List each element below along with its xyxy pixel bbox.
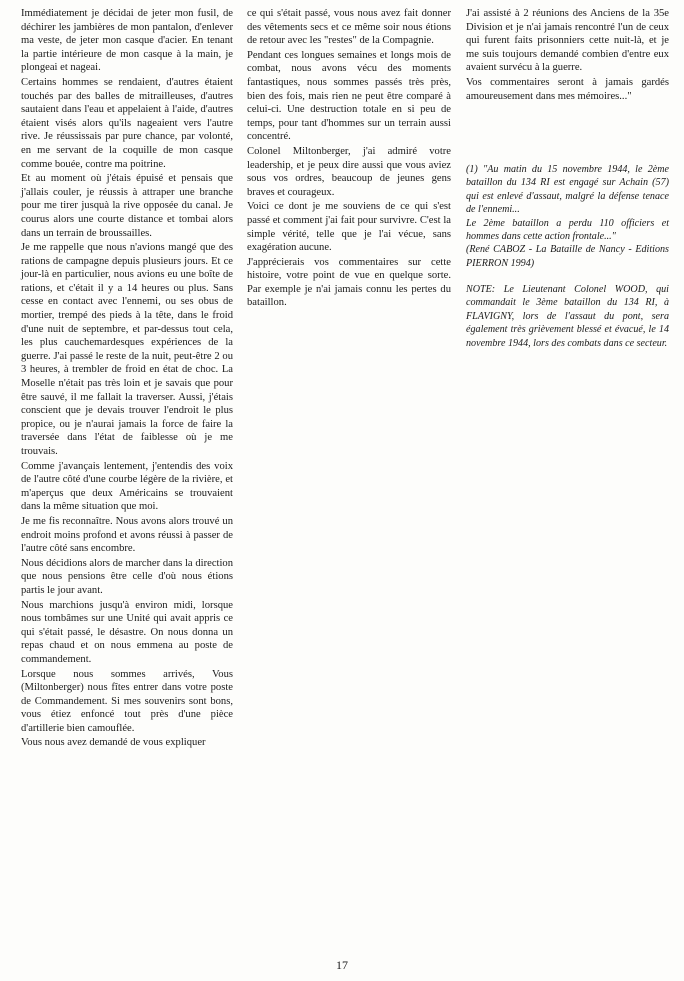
paragraph: Colonel Miltonberger, j'ai admiré votre leadership, et je peux dire aussi que vous aviez sous vos ordres, beaucoup de jeunes gens braves et courageux. bbox=[247, 145, 451, 198]
paragraph: Nous décidions alors de marcher dans la direction que nous pensions être celle d'où nous étions partis le jour avant. bbox=[21, 557, 233, 596]
footnote-line: Le 2ème bataillon a perdu 110 officiers et hommes dans cette action frontale..." bbox=[466, 217, 669, 243]
footnote-source: (René CABOZ - La Bataille de Nancy - Editions PIERRON 1994) bbox=[466, 244, 669, 269]
paragraph: J'ai assisté à 2 réunions des Anciens de la 35e Division et je n'ai jamais rencontré l'un de ceux qui furent faits prisonniers cette nuit-là, et je me suis toujours demandé combien d'entre eux avaient survécu à la guerre. bbox=[466, 8, 669, 74]
paragraph: Voici ce dont je me souviens de ce qui s'est passé et comment j'ai fait pour survivre. C'est la simple vérité, telle que je l'ai vécue, sans exagération aucune. bbox=[247, 201, 451, 254]
paragraph: Nous marchions jusqu'à environ midi, lorsque nous tombâmes sur une Unité qui avait appris ce qui s'était passé, le désastre. On nous donna un repas chaud et on nous emmena au poste de commandement. bbox=[21, 599, 233, 665]
page-number: 17 bbox=[336, 958, 348, 972]
paragraph: Vos commentaires seront à jamais gardés amoureusement dans mes mémoires..." bbox=[466, 76, 669, 102]
paragraph: Pendant ces longues semaines et longs mois de combat, nous avons vécu des moments fantastiques, nous sommes passés très près, bien des fois, mais rien ne peut être comparé à celui-ci. Une destruction totale en si peu de temps, pour tant d'hommes sur un terrain aussi concentré. bbox=[247, 49, 451, 143]
paragraph: ce qui s'était passé, vous nous avez fait donner des vêtements secs et ce même soir nous étions de retour avec les "restes" de la Compagnie. bbox=[247, 8, 451, 47]
footnote-citation bbox=[466, 163, 669, 270]
footnote-note bbox=[466, 283, 669, 350]
paragraph: Certains hommes se rendaient, d'autres étaient touchés par des balles de mitrailleuses, d'autres sautaient dans l'eau et appelaient à l'aide, d'autres étaient visés alors qu'ils nageaient vers l'autre rive. Je réussissais par pure chance, par volonté, en me servant de la coquille de mon casque comme bouée, contre ma poitrine. bbox=[21, 76, 233, 170]
footnote-line: (1) "Au matin du 15 novembre 1944, le 2ème bataillon du 134 RI est engagé sur Achain (57) qui est enlevé d'assaut, malgré la défense tenace de l'ennemi... bbox=[466, 164, 669, 216]
paragraph: Je me fis reconnaître. Nous avons alors trouvé un endroit moins profond et avons réussi à passer de l'autre côté sans encombre. bbox=[21, 515, 233, 555]
paragraph: Immédiatement je décidai de jeter mon fusil, de déchirer les jambières de mon pantalon, d'enlever ma veste, de jeter mon casque d'acier. En tenant la partie intérieure de mon casque à la main, je plongeai et nageai. bbox=[21, 8, 233, 74]
text-column-left bbox=[21, 7, 233, 751]
paragraph: Je me rappelle que nous n'avions mangé que des rations de campagne depuis plusieurs jours. Et ce jour-là en particulier, nous avions eu une boîte de rations, et c'était il y a 14 heures ou plus. Sans cesse en contact avec l'ennemi, ou ses obus de mortier, trempé des pieds à la tête, dans le froid d'une nuit de septembre, et par-dessus tout cela, les plus cauchemardesques expériences de la guerre. J'ai passé le reste de la nuit, peut-être 2 ou 3 heures, à trembler de froid en état de choc. La Moselle n'était pas très loin et je savais que pour être sauvé, il me fallait la traverser. Aussi, j'étais conscient que je devais trouver l'endroit le plus propice, ou je n'aurai jamais la force de faire la traversée dans l'état de faiblesse où je me trouvais. bbox=[21, 242, 233, 457]
text-column-middle bbox=[247, 7, 451, 311]
paragraph: Comme j'avançais lentement, j'entendis des voix de l'autre côté d'une courbe légère de la rivière, et m'aperçus que deux Américains se trouvaient dans la même situation que moi. bbox=[21, 460, 233, 513]
paragraph: Et au moment où j'étais épuisé et pensais que j'allais couler, je réussis à attraper une branche pour me tirer jusquà la rive opposée du canal. Je courus alors une courte distance et tombai alors dans un terrain de broussailles. bbox=[21, 173, 233, 239]
paragraph: Vous nous avez demandé de vous expliquer bbox=[21, 737, 206, 749]
text-column-right bbox=[466, 7, 669, 104]
paragraph: Lorsque nous sommes arrivés, Vous (Miltonberger) nous fîtes entrer dans votre poste de Commandement. Si mes souvenirs sont bons, vous étiez enfoncé tout près d'une pièce d'artillerie bien camouflée. bbox=[21, 668, 233, 734]
paragraph: J'apprécierais vos commentaires sur cette histoire, votre point de vue en quelque sorte. Par exemple je n'ai jamais connu les pertes du bataillon. bbox=[247, 256, 451, 309]
footnote-line: NOTE: Le Lieutenant Colonel WOOD, qui commandait le 3ème bataillon du 134 RI, à FLAVIGNY, lors de l'assaut du pont, sera également très grièvement blessé et évacué, le 14 novembre 1944, lors des combats dans ce secteur. bbox=[466, 284, 669, 349]
